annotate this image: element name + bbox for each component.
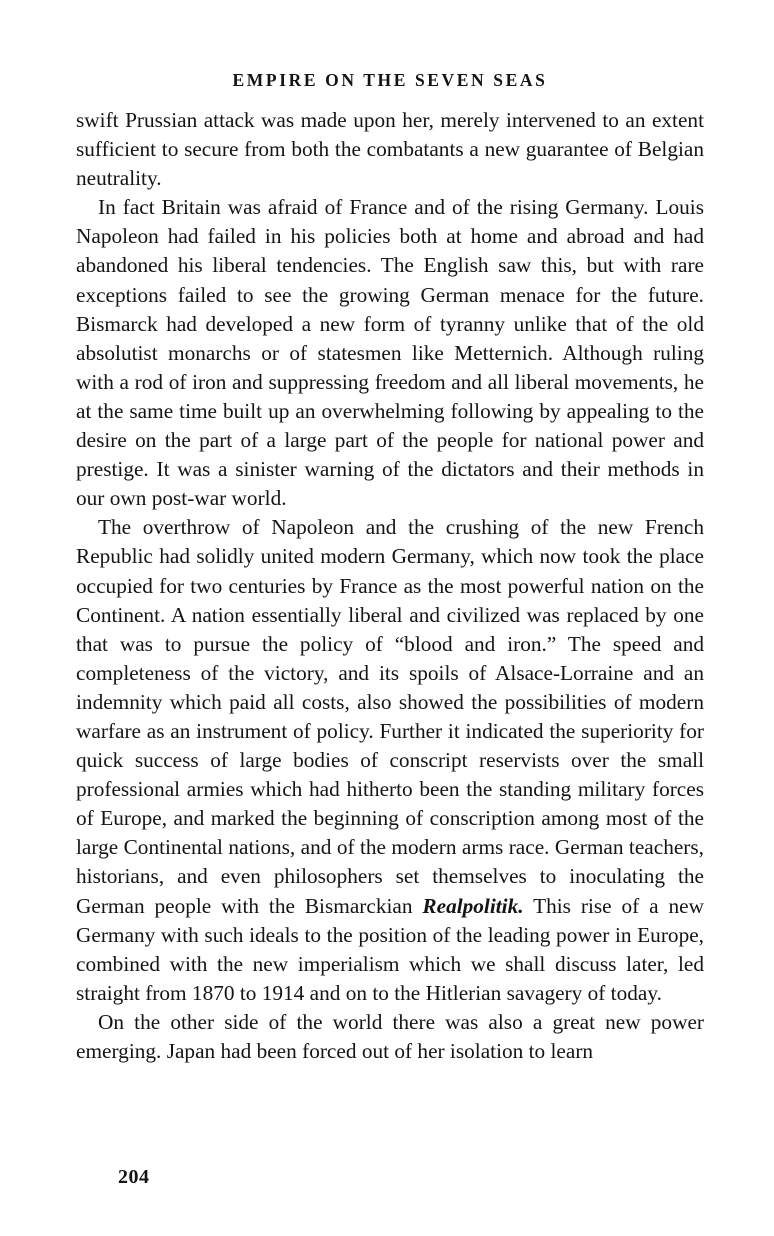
running-head: EMPIRE ON THE SEVEN SEAS [232,70,548,90]
page-number: 204 [118,1166,150,1188]
paragraph-4: On the other side of the world there was also a great new power emerging. Japan had been forced out of her isolation to learn [76,1009,704,1063]
paragraph-2: In fact Britain was afraid of France and of the rising Germany. Louis Napoleon had failed in his policies both at home and abroad and had abandoned his liberal tendencies. The English saw this, but with rare exceptions failed to see the growing German menace for the future. Bismarck had developed a new form of tyranny unlike that of the old absolutist monarchs or of statesmen like Metternich. Although ruling with a rod of iron and suppressing freedom and all liberal movements, he at the same time built up an overwhelming following by appealing to the desire on the part of a large part of the people for national power and prestige. It was a sinister warning of the dictators and their methods in our own post-war world. [76,195,704,511]
realpolitik-term: Realpolitik. [422,893,524,918]
paragraph-3-text-before: The overthrow of Napoleon and the crushing of the new French Republic had solidly united modern Germany, which now took the place occupied for two centuries by France as the most powerful nation on the Continent. A nation essentially liberal and civilized was replaced by one that was to pursue the policy of “blood and iron.” The speed and completeness of the victory, and its spoils of Alsace-Lorraine and an indemnity which paid all costs, also showed the possibilities of modern warfare as an instrument of policy. Further it indicated the superiority for quick success of large bodies of conscript reservists over the small professional armies which had hitherto been the standing military forces of Europe, and marked the beginning of conscription among most of the large Continental nations, and of the modern arms race. German teachers, historians, and even philosophers set themselves to inoculating the German people with the Bismarckian [76,515,704,918]
paragraph-1: swift Prussian attack was made upon her, merely intervened to an extent sufficient to secure from both the combatants a new guarantee of Belgian neutrality. [76,108,704,191]
paragraph-3-text-after: This rise of a new Germany with such ideals to the position of the leading power in Europe, combined with the new imperialism which we shall discuss later, led straight from 1870 to 1914 and on to the Hitlerian savagery of today. [76,893,704,1005]
book-page [76,68,704,1066]
paragraph-3 [76,513,704,1008]
body-text [76,106,704,1066]
